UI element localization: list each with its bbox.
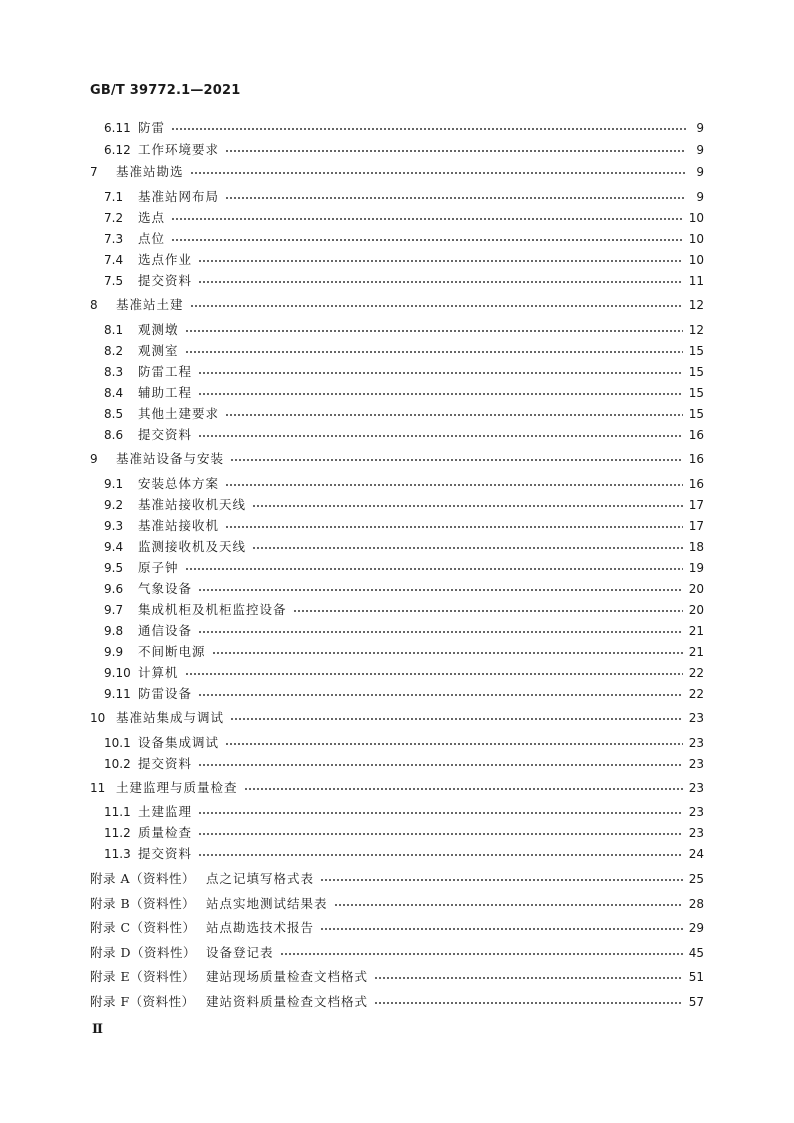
toc-entry-page: 15: [688, 386, 704, 400]
toc-entry[interactable]: [104, 495, 704, 515]
toc-entry-number: 附录 A（资料性）: [90, 871, 196, 886]
toc-entry-page: 21: [688, 624, 704, 638]
dot-leader: [374, 1002, 683, 1004]
toc-entry-number: 7.2: [104, 211, 124, 225]
toc-entry-title: 提交资料: [138, 273, 193, 288]
toc-entry-title: 安装总体方案: [138, 476, 220, 491]
dot-leader: [225, 150, 686, 152]
dot-leader: [198, 372, 683, 374]
dot-leader: [198, 435, 683, 437]
dot-leader: [198, 812, 683, 814]
dot-leader: [198, 854, 683, 856]
toc-entry[interactable]: [90, 708, 704, 728]
toc-entry-page: 23: [688, 781, 704, 795]
toc-entry[interactable]: [104, 684, 704, 704]
toc-entry-number: 9.3: [104, 519, 124, 533]
toc-appendix-entry[interactable]: [90, 992, 704, 1012]
toc-entry[interactable]: [90, 295, 704, 315]
dot-leader: [280, 953, 683, 955]
toc-entry[interactable]: [104, 754, 704, 774]
toc-entry-number: 9.11: [104, 687, 131, 701]
toc-entry[interactable]: [104, 187, 704, 207]
toc-entry-number: 8.4: [104, 386, 124, 400]
toc-entry-page: 17: [688, 519, 704, 533]
page-number: Ⅱ: [92, 1022, 103, 1037]
dot-leader: [230, 459, 683, 461]
toc-entry-number: 7.4: [104, 253, 124, 267]
toc-entry[interactable]: [104, 425, 704, 445]
dot-leader: [171, 218, 683, 220]
dot-leader: [374, 977, 683, 979]
dot-leader: [198, 393, 683, 395]
toc-entry-title: 基准站勘选: [116, 164, 184, 179]
toc-entry-number: 附录 F（资料性）: [90, 994, 195, 1009]
standard-number: GB/T 39772.1—2021: [90, 83, 241, 98]
toc-entry-title: 防雷工程: [138, 364, 193, 379]
toc-entry[interactable]: [104, 383, 704, 403]
toc-entry[interactable]: [104, 642, 704, 662]
toc-entry[interactable]: [104, 579, 704, 599]
toc-entry-title: 质量检查: [138, 825, 193, 840]
dot-leader: [212, 652, 683, 654]
dot-leader: [190, 172, 686, 174]
toc-entry-number: 7.3: [104, 232, 124, 246]
toc-entry-title: 不间断电源: [138, 644, 206, 659]
toc-entry[interactable]: [104, 208, 704, 228]
toc-entry-number: 9.6: [104, 582, 124, 596]
toc-entry-page: 23: [688, 757, 704, 771]
toc-appendix-entry[interactable]: [90, 918, 704, 938]
toc-entry-title: 防雷: [138, 120, 166, 135]
toc-entry-page: 23: [688, 711, 704, 725]
toc-entry[interactable]: [90, 778, 704, 798]
toc-entry-title: 辅助工程: [138, 385, 193, 400]
toc-entry-page: 25: [688, 872, 704, 886]
dot-leader: [225, 526, 683, 528]
toc-entry[interactable]: [104, 844, 704, 864]
toc-entry-title: 集成机柜及机柜监控设备: [138, 602, 287, 617]
toc-entry-page: 17: [688, 498, 704, 512]
toc-entry-title: 土建监理: [138, 804, 193, 819]
dot-leader: [198, 694, 683, 696]
toc-entry-title: 工作环境要求: [138, 142, 220, 157]
toc-entry-number: 9: [90, 452, 98, 466]
toc-entry-page: 9: [696, 165, 704, 179]
toc-entry-page: 15: [688, 344, 704, 358]
toc-entry-title: 点之记填写格式表: [206, 871, 315, 886]
toc-entry-title: 土建监理与质量检查: [116, 780, 238, 795]
toc-entry-number: 9.2: [104, 498, 124, 512]
toc-entry[interactable]: [104, 140, 704, 160]
toc-entry-page: 29: [688, 921, 704, 935]
toc-entry-page: 18: [688, 540, 704, 554]
dot-leader: [198, 260, 683, 262]
toc-entry-page: 9: [696, 121, 704, 135]
toc-entry[interactable]: [104, 362, 704, 382]
toc-entry-title: 基准站网布局: [138, 189, 220, 204]
dot-leader: [198, 833, 683, 835]
dot-leader: [185, 330, 683, 332]
dot-leader: [185, 351, 683, 353]
toc-entry-title: 气象设备: [138, 581, 193, 596]
toc-entry-page: 16: [688, 452, 704, 466]
toc-entry-page: 16: [688, 428, 704, 442]
toc-entry-number: 附录 B（资料性）: [90, 896, 196, 911]
toc-entry-number: 9.7: [104, 603, 124, 617]
toc-entry-title: 提交资料: [138, 427, 193, 442]
dot-leader: [320, 928, 683, 930]
toc-entry-title: 观测墩: [138, 322, 179, 337]
toc-entry-number: 9.9: [104, 645, 124, 659]
toc-entry[interactable]: [104, 802, 704, 822]
toc-entry-page: 10: [688, 232, 704, 246]
toc-entry[interactable]: [90, 162, 704, 182]
toc-entry-number: 8.6: [104, 428, 124, 442]
toc-entry-title: 设备集成调试: [138, 735, 220, 750]
toc-entry-title: 基准站集成与调试: [116, 710, 225, 725]
toc-entry-title: 设备登记表: [206, 945, 274, 960]
dot-leader: [185, 568, 683, 570]
toc-entry-page: 21: [688, 645, 704, 659]
toc-entry-page: 45: [688, 946, 704, 960]
toc-entry-page: 12: [688, 323, 704, 337]
toc-entry-number: 10.1: [104, 736, 131, 750]
toc-entry[interactable]: [104, 341, 704, 361]
toc-entry-title: 提交资料: [138, 756, 193, 771]
toc-entry[interactable]: [104, 823, 704, 843]
dot-leader: [320, 879, 683, 881]
toc-entry-page: 57: [688, 995, 704, 1009]
toc-entry-number: 7.5: [104, 274, 124, 288]
toc-entry-number: 8.5: [104, 407, 124, 421]
toc-entry-title: 通信设备: [138, 623, 193, 638]
toc-entry-title: 原子钟: [138, 560, 179, 575]
toc-entry-title: 基准站接收机: [138, 518, 220, 533]
toc-entry-number: 11.2: [104, 826, 131, 840]
toc-entry-number: 8.3: [104, 365, 124, 379]
dot-leader: [252, 505, 683, 507]
toc-entry-title: 建站现场质量检查文档格式: [206, 969, 369, 984]
toc-entry-title: 选点作业: [138, 252, 193, 267]
toc-entry-title: 选点: [138, 210, 166, 225]
toc-entry-page: 15: [688, 407, 704, 421]
toc-entry-page: 10: [688, 211, 704, 225]
toc-entry[interactable]: [104, 250, 704, 270]
dot-leader: [185, 673, 683, 675]
toc-entry[interactable]: [104, 558, 704, 578]
toc-entry-title: 站点实地测试结果表: [206, 896, 328, 911]
toc-entry-title: 计算机: [138, 665, 179, 680]
toc-entry-number: 11.3: [104, 847, 131, 861]
toc-entry-number: 10.2: [104, 757, 131, 771]
toc-entry-page: 10: [688, 253, 704, 267]
toc-entry[interactable]: [104, 516, 704, 536]
dot-leader: [198, 589, 683, 591]
dot-leader: [225, 414, 683, 416]
toc-entry-number: 11: [90, 781, 106, 795]
dot-leader: [244, 788, 683, 790]
toc-appendix-entry[interactable]: [90, 869, 704, 889]
toc-entry-number: 10: [90, 711, 106, 725]
dot-leader: [252, 547, 683, 549]
toc-entry-page: 24: [688, 847, 704, 861]
dot-leader: [171, 239, 683, 241]
toc-entry-title: 建站资料质量检查文档格式: [206, 994, 369, 1009]
dot-leader: [198, 764, 683, 766]
toc-entry-title: 基准站接收机天线: [138, 497, 247, 512]
toc-entry-title: 提交资料: [138, 846, 193, 861]
toc-entry-page: 9: [696, 143, 704, 157]
toc-entry-page: 20: [688, 603, 704, 617]
toc-entry-page: 51: [688, 970, 704, 984]
toc-entry-number: 9.5: [104, 561, 124, 575]
toc-entry-page: 23: [688, 826, 704, 840]
toc-entry-number: 8.2: [104, 344, 124, 358]
dot-leader: [198, 631, 683, 633]
toc-entry[interactable]: [104, 621, 704, 641]
dot-leader: [225, 484, 683, 486]
toc-entry-title: 基准站设备与安装: [116, 451, 225, 466]
toc-entry-title: 观测室: [138, 343, 179, 358]
toc-entry-number: 9.4: [104, 540, 124, 554]
toc-entry-number: 8: [90, 298, 98, 312]
toc-entry-number: 附录 E（资料性）: [90, 969, 196, 984]
toc-entry[interactable]: [104, 271, 704, 291]
toc-entry[interactable]: [90, 449, 704, 469]
toc-entry[interactable]: [104, 404, 704, 424]
dot-leader: [198, 281, 683, 283]
toc-entry-number: 6.12: [104, 143, 131, 157]
toc-entry-page: 22: [688, 687, 704, 701]
toc-entry[interactable]: [104, 663, 704, 683]
toc-entry[interactable]: [104, 537, 704, 557]
toc-entry-title: 基准站土建: [116, 297, 184, 312]
toc-entry[interactable]: [104, 229, 704, 249]
toc-entry[interactable]: [104, 118, 704, 138]
toc-entry-number: 8.1: [104, 323, 124, 337]
dot-leader: [293, 610, 683, 612]
toc-appendix-entry[interactable]: [90, 894, 704, 914]
toc-entry-page: 12: [688, 298, 704, 312]
toc-entry-title: 防雷设备: [138, 686, 193, 701]
toc-entry[interactable]: [104, 600, 704, 620]
toc-entry-number: 6.11: [104, 121, 131, 135]
toc-entry-page: 15: [688, 365, 704, 379]
toc-entry-page: 16: [688, 477, 704, 491]
toc-entry-number: 9.10: [104, 666, 131, 680]
dot-leader: [190, 305, 683, 307]
toc-entry-page: 23: [688, 736, 704, 750]
toc-entry[interactable]: [104, 474, 704, 494]
toc-entry[interactable]: [104, 733, 704, 753]
dot-leader: [225, 197, 686, 199]
toc-entry-title: 其他土建要求: [138, 406, 220, 421]
toc-entry-page: 23: [688, 805, 704, 819]
dot-leader: [225, 743, 683, 745]
toc-entry-title: 监测接收机及天线: [138, 539, 247, 554]
toc-entry-number: 附录 D（资料性）: [90, 945, 196, 960]
toc-entry-title: 点位: [138, 231, 166, 246]
toc-entry-page: 22: [688, 666, 704, 680]
toc-entry-number: 11.1: [104, 805, 131, 819]
toc-entry-page: 9: [696, 190, 704, 204]
toc-entry-number: 9.8: [104, 624, 124, 638]
dot-leader: [334, 904, 683, 906]
toc-appendix-entry[interactable]: [90, 943, 704, 963]
dot-leader: [171, 128, 686, 130]
toc-entry[interactable]: [104, 320, 704, 340]
toc-entry-page: 11: [688, 274, 704, 288]
toc-entry-number: 附录 C（资料性）: [90, 920, 196, 935]
toc-appendix-entry[interactable]: [90, 967, 704, 987]
toc-entry-number: 9.1: [104, 477, 124, 491]
toc-entry-title: 站点勘选技术报告: [206, 920, 315, 935]
toc-entry-page: 28: [688, 897, 704, 911]
toc-entry-page: 20: [688, 582, 704, 596]
toc-entry-number: 7.1: [104, 190, 124, 204]
toc-entry-page: 19: [688, 561, 704, 575]
dot-leader: [230, 718, 683, 720]
toc-entry-number: 7: [90, 165, 98, 179]
